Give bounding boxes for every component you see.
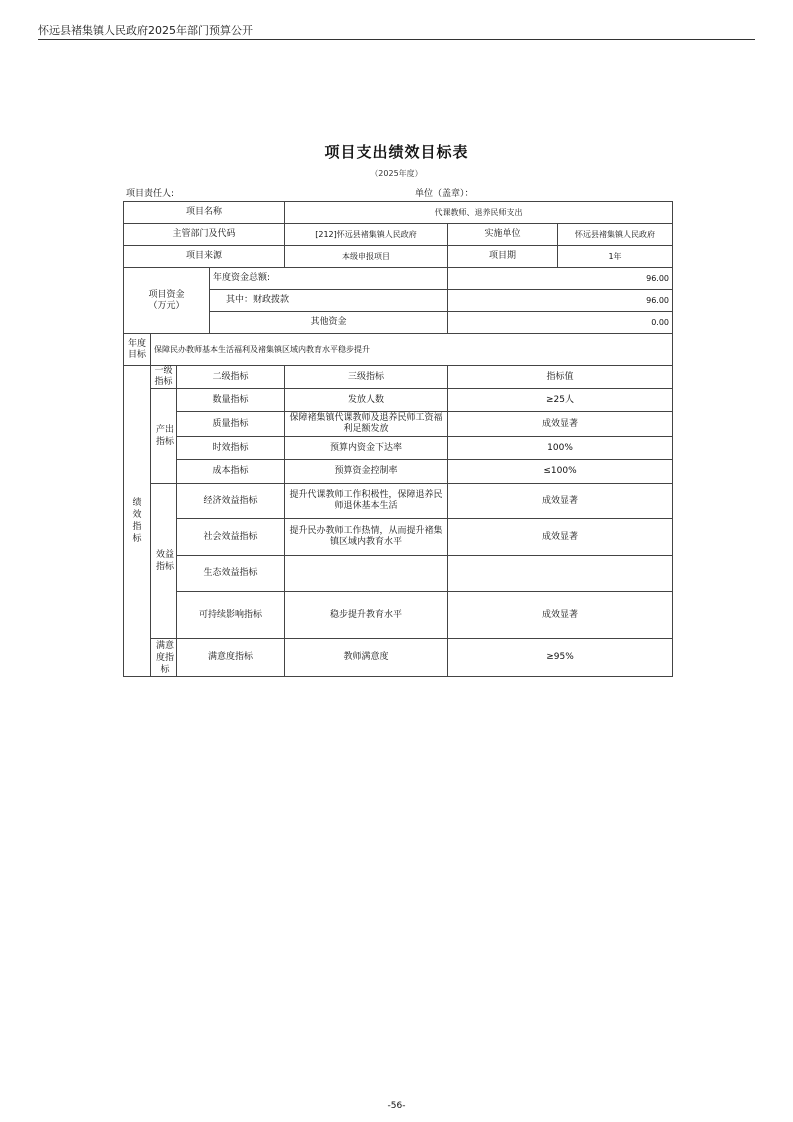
timeliness-value: 100% [448,437,673,460]
project-name-label: 项目名称 [124,202,285,224]
fiscal-funds-value: 96.00 [448,290,673,312]
impl-label: 实施单位 [448,224,558,246]
funds-label-line1: 项目资金 [148,289,185,300]
table-row [124,389,673,412]
col-level3: 三级指标 [285,366,448,389]
total-funds-value: 96.00 [448,268,673,290]
cost-value: ≤100% [448,460,673,484]
col-level2: 二级指标 [177,366,285,389]
funds-label-line2: （万元） [148,300,185,311]
impl-value: 怀远县褚集镇人民政府 [558,224,673,246]
source-label: 项目来源 [124,246,285,268]
unit-label: 单位（盖章）： [415,189,474,199]
other-funds-value: 0.00 [448,312,673,334]
col-value: 指标值 [448,366,673,389]
output-label: 产出指标 [151,389,177,484]
table-row [124,437,673,460]
ecological-l3 [285,556,448,592]
dept-value: [212]怀远县褚集镇人民政府 [285,224,448,246]
doc-year: （2025年度） [370,169,423,178]
ecological-value [448,556,673,592]
satisfaction-l3: 教师满意度 [285,639,448,677]
satisfaction-l2: 满意度指标 [177,639,285,677]
sustainable-l3: 稳步提升教育水平 [285,592,448,639]
table-row [124,202,673,224]
economic-l3: 提升代课教师工作积极性，保障退养民师退休基本生活 [285,484,448,519]
table-row [124,334,673,366]
goal-label-line2: 目标 [127,349,146,360]
table-row [124,592,673,639]
timeliness-l3: 预算内资金下达率 [285,437,448,460]
doc-title: 项目支出绩效目标表 [324,143,469,161]
quality-l2: 质量指标 [177,412,285,437]
table-row [124,639,673,677]
dept-label: 主管部门及代码 [124,224,285,246]
perf-label: 绩效指标 [124,366,151,677]
satisfaction-label: 满意度指标 [151,639,177,677]
social-l2: 社会效益指标 [177,519,285,556]
table-row [124,366,673,389]
page-header: 怀远县褚集镇人民政府2025年部门预算公开 [38,24,253,37]
goal-text: 保障民办教师基本生活福利及褚集镇区域内教育水平稳步提升 [151,334,673,366]
table-row [124,460,673,484]
satisfaction-value: ≥95% [448,639,673,677]
economic-l2: 经济效益指标 [177,484,285,519]
benefit-label: 效益指标 [151,484,177,639]
quantity-value: ≥25人 [448,389,673,412]
table-row [124,412,673,437]
goal-label [124,334,151,366]
table-row [124,519,673,556]
other-funds-label: 其他资金 [210,312,448,334]
source-value: 本级申报项目 [285,246,448,268]
performance-table [123,201,673,677]
table-row [124,246,673,268]
quality-l3: 保障褚集镇代课教师及退养民师工资福利足额发放 [285,412,448,437]
table-row [124,224,673,246]
page-number: -56- [387,1101,406,1111]
fiscal-funds-label: 其中：财政拨款 [210,290,448,312]
quantity-l3: 发放人数 [285,389,448,412]
table-row [124,268,673,290]
col-level1: 一级指标 [151,366,177,389]
sustainable-l2: 可持续影响指标 [177,592,285,639]
ecological-l2: 生态效益指标 [177,556,285,592]
cost-l2: 成本指标 [177,460,285,484]
header-divider [38,39,755,40]
economic-value: 成效显著 [448,484,673,519]
table-row [124,556,673,592]
timeliness-l2: 时效指标 [177,437,285,460]
quality-value: 成效显著 [448,412,673,437]
table-row [124,484,673,519]
quantity-l2: 数量指标 [177,389,285,412]
social-value: 成效显著 [448,519,673,556]
total-funds-label: 年度资金总额: [210,268,448,290]
cost-l3: 预算资金控制率 [285,460,448,484]
responsible-label: 项目责任人: [126,189,175,199]
sustainable-value: 成效显著 [448,592,673,639]
period-value: 1年 [558,246,673,268]
period-label: 项目期 [448,246,558,268]
project-name-value: 代课教师、退养民师支出 [285,202,673,224]
social-l3: 提升民办教师工作热情，从而提升褚集镇区域内教育水平 [285,519,448,556]
goal-label-line1: 年度 [127,338,146,349]
funds-label [124,268,210,334]
